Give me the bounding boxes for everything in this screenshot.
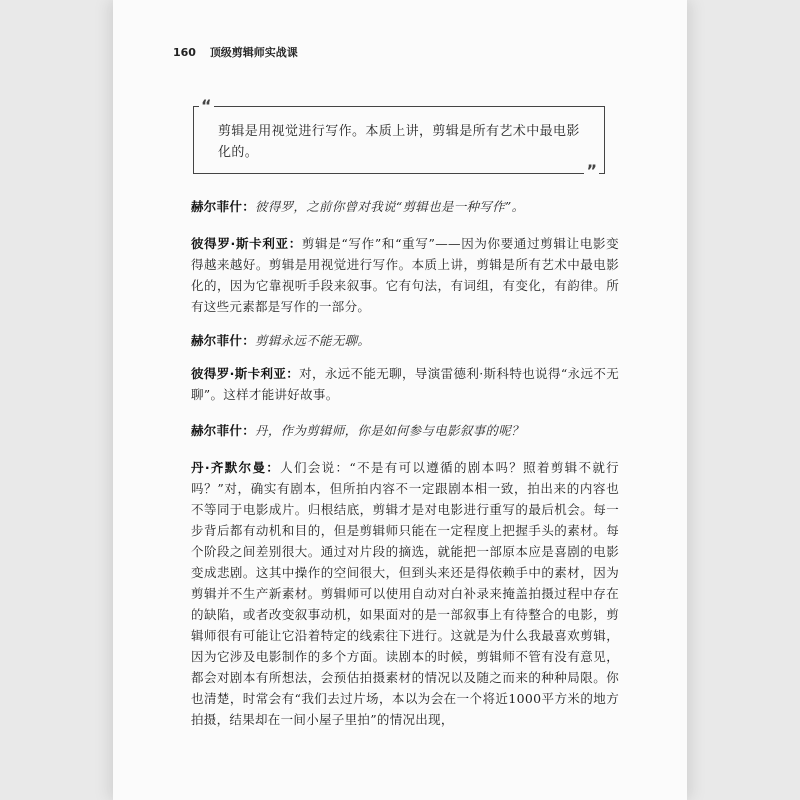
pull-quote-text: 剪辑是用视觉进行写作。本质上讲，剪辑是所有艺术中最电影化的。 [218,124,580,160]
dialogue-text: 剪辑是“写作”和“重写”——因为你要通过剪辑让电影变得越来越好。剪辑是用视觉进行写作。本质上讲，剪辑是所有艺术中最电影化的，因为它靠视听手段来叙事。它有句法，有词组，有变化，有韵律。所有这些元素都是写作的一部分。 [191,236,619,314]
speaker-name: 赫尔菲什： [191,423,256,438]
dialogue-paragraph [191,420,619,441]
dialogue-text: 彼得罗，之前你曾对我说“剪辑也是一种写作”。 [255,199,525,214]
dialogue-text: 人们会说：“不是有可以遵循的剧本吗？照着剪辑不就行吗？”对，确实有剧本，但所拍内容不一定跟剧本相一致，拍出来的内容也不等同于电影成片。归根结底，剪辑才是对电影进行重写的最后机会。每一步背后都有动机和目的，但是剪辑师只能在一定程度上把握手头的素材。每个阶段之间差别很大。通过对片段的摘选，就能把一部原本应是喜剧的电影变成悲剧。这其中操作的空间很大，但到头来还是得依赖手中的素材，因为剪辑并不生产新素材。剪辑师可以使用自动对白补录来掩盖拍摄过程中存在的缺陷，或者改变叙事动机，如果面对的是一部叙事上有待整合的电影，剪辑师很有可能让它沿着特定的线索往下进行。这就是为什么我最喜欢剪辑，因为它涉及电影制作的多个方面。读剧本的时候，剪辑师不管有没有意见，都会对剧本有所想法，会预估拍摄素材的情况以及随之而来的种种局限。你也清楚，时常会有“我们去过片场，本以为会在一个将近1000平方米的地方拍摄，结果却在一间小屋子里拍”的情况出现， [191,460,619,727]
book-title: 顶级剪辑师实战课 [209,46,298,59]
book-page [113,0,687,800]
dialogue-paragraph [191,196,619,217]
speaker-name: 彼得罗·斯卡利亚： [191,366,300,381]
running-header [173,44,298,60]
dialogue-paragraph [191,363,619,405]
open-quote-icon: “ [201,96,212,115]
dialogue-paragraph [191,330,619,351]
speaker-name: 赫尔菲什： [191,333,256,348]
dialogue-text: 丹，作为剪辑师，你是如何参与电影叙事的呢？ [255,423,524,438]
speaker-name: 彼得罗·斯卡利亚： [191,236,302,251]
close-quote-icon: ” [586,161,597,180]
dialogue-paragraph [191,457,619,730]
speaker-name: 丹·齐默尔曼： [191,460,281,475]
pull-quote-box [193,96,605,180]
dialogue-paragraph [191,233,619,317]
page-number: 160 [173,46,196,59]
speaker-name: 赫尔菲什： [191,199,256,214]
dialogue-text: 剪辑永远不能无聊。 [255,333,371,348]
dialogue-text: 对，永远不能无聊，导演雷德利·斯科特也说得“永远不无聊”。这样才能讲好故事。 [191,366,619,402]
